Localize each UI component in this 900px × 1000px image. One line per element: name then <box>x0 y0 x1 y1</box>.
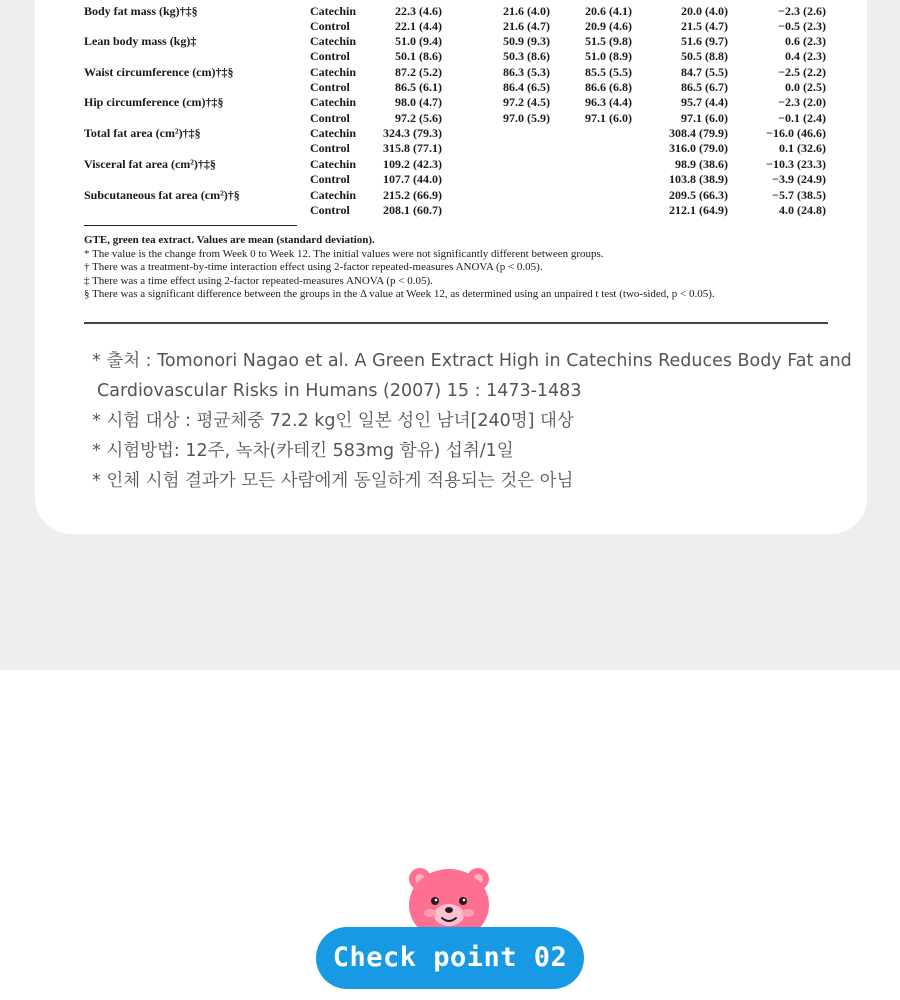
study-notes <box>92 346 852 496</box>
table-cell: 20.0 (4.0) <box>681 4 728 18</box>
method-note: * 시험방법: 12주, 녹차(카테킨 583mg 함유) 섭취/1일 <box>92 441 514 461</box>
table-cell: 215.2 (66.9) <box>383 188 442 202</box>
row-label: Lean body mass (kg)‡ <box>84 34 197 48</box>
table-footnotes <box>84 234 830 302</box>
table-cell: 98.0 (4.7) <box>395 95 442 109</box>
group-cell: Catechin <box>310 4 356 18</box>
table-row <box>84 65 828 80</box>
table-cell: 22.1 (4.4) <box>395 19 442 33</box>
group-cell: Catechin <box>310 34 356 48</box>
checkpoint-badge <box>316 927 584 989</box>
group-cell: Control <box>310 203 350 217</box>
table-cell: 97.2 (5.6) <box>395 111 442 125</box>
table-cell: 50.1 (8.6) <box>395 49 442 63</box>
table-cell: 86.5 (6.1) <box>395 80 442 94</box>
table-cell: 103.8 (38.9) <box>669 172 728 186</box>
table-divider <box>84 225 297 226</box>
table-cell: 0.6 (2.3) <box>785 34 826 48</box>
source-note: * 출처 : Tomonori Nagao et al. A Green Extract High in Catechins Reduces Body Fat and <box>92 351 852 371</box>
table-row <box>84 80 828 95</box>
table-row <box>84 126 828 141</box>
table-row <box>84 203 828 218</box>
table-cell: −2.3 (2.6) <box>778 4 826 18</box>
table-cell: 86.6 (6.8) <box>585 80 632 94</box>
table-cell: 97.1 (6.0) <box>585 111 632 125</box>
table-cell: 51.5 (9.8) <box>585 34 632 48</box>
table-row <box>84 111 828 126</box>
table-row <box>84 95 828 110</box>
table-cell: 308.4 (79.9) <box>669 126 728 140</box>
row-label: Visceral fat area (cm²)†‡§ <box>84 157 216 171</box>
table-cell: −10.3 (23.3) <box>766 157 826 171</box>
group-cell: Control <box>310 141 350 155</box>
group-cell: Catechin <box>310 157 356 171</box>
table-row <box>84 157 828 172</box>
table-cell: 20.9 (4.6) <box>585 19 632 33</box>
group-cell: Control <box>310 111 350 125</box>
table-cell: 0.0 (2.5) <box>785 80 826 94</box>
group-cell: Control <box>310 172 350 186</box>
footnote-asterisk: * The value is the change from Week 0 to Week 12. The initial values were not significantly different between groups. <box>84 247 604 260</box>
table-cell: 22.3 (4.6) <box>395 4 442 18</box>
row-label: Total fat area (cm²)†‡§ <box>84 126 201 140</box>
table-cell: 20.6 (4.1) <box>585 4 632 18</box>
table-cell: 97.2 (4.5) <box>503 95 550 109</box>
table-cell: −2.5 (2.2) <box>778 65 826 79</box>
table-cell: −0.1 (2.4) <box>778 111 826 125</box>
table-cell: 98.9 (38.6) <box>675 157 728 171</box>
table-cell: 97.1 (6.0) <box>681 111 728 125</box>
row-label: Body fat mass (kg)†‡§ <box>84 4 198 18</box>
table-row <box>84 141 828 156</box>
table-cell: 21.5 (4.7) <box>681 19 728 33</box>
group-cell: Catechin <box>310 188 356 202</box>
table-cell: 50.9 (9.3) <box>503 34 550 48</box>
table-cell: 21.6 (4.0) <box>503 4 550 18</box>
table-cell: 50.3 (8.6) <box>503 49 550 63</box>
checkpoint-label: Check point 02 <box>332 942 568 973</box>
table-cell: 4.0 (24.8) <box>779 203 826 217</box>
table-cell: 86.3 (5.3) <box>503 65 550 79</box>
table-cell: −0.5 (2.3) <box>778 19 826 33</box>
subjects-note: * 시험 대상 : 평균체중 72.2 kg인 일본 성인 남녀[240명] 대상 <box>92 411 574 431</box>
table-cell: −5.7 (38.5) <box>772 188 826 202</box>
table-cell: 324.3 (79.3) <box>383 126 442 140</box>
table-row <box>84 34 828 49</box>
table-cell: 212.1 (64.9) <box>669 203 728 217</box>
source-note-continued: Cardiovascular Risks in Humans (2007) 15 : 1473-1483 <box>97 381 582 401</box>
group-cell: Control <box>310 80 350 94</box>
table-cell: −2.3 (2.0) <box>778 95 826 109</box>
table-cell: 86.4 (6.5) <box>503 80 550 94</box>
row-label: Waist circumference (cm)†‡§ <box>84 65 234 79</box>
table-cell: 51.0 (8.9) <box>585 49 632 63</box>
table-cell: 316.0 (79.0) <box>669 141 728 155</box>
table-bottom-rule <box>84 322 828 324</box>
footnote-section: § There was a significant difference between the groups in the Δ value at Week 12, as determined using an unpaired t test (two-sided, p < 0.05). <box>84 288 715 300</box>
table-cell: 0.4 (2.3) <box>785 49 826 63</box>
group-cell: Control <box>310 49 350 63</box>
table-cell: 0.1 (32.6) <box>779 141 826 155</box>
table-row <box>84 188 828 203</box>
group-cell: Catechin <box>310 95 356 109</box>
table-cell: 109.2 (42.3) <box>383 157 442 171</box>
table-cell: 97.0 (5.9) <box>503 111 550 125</box>
table-cell: 50.5 (8.8) <box>681 49 728 63</box>
row-label: Subcutaneous fat area (cm²)†§ <box>84 188 240 202</box>
table-cell: 95.7 (4.4) <box>681 95 728 109</box>
table-cell: 315.8 (77.1) <box>383 141 442 155</box>
table-cell: 86.5 (6.7) <box>681 80 728 94</box>
table-row <box>84 172 828 187</box>
table-cell: 208.1 (60.7) <box>383 203 442 217</box>
footnote-dagger: † There was a treatment-by-time interaction effect using 2-factor repeated-measures ANOVA (p < 0.05). <box>84 261 543 273</box>
group-cell: Control <box>310 19 350 33</box>
disclaimer-note: * 인체 시험 결과가 모든 사람에게 동일하게 적용되는 것은 아님 <box>92 471 574 491</box>
table-cell: 21.6 (4.7) <box>503 19 550 33</box>
table-cell: 51.0 (9.4) <box>395 34 442 48</box>
table-cell: −3.9 (24.9) <box>772 172 826 186</box>
table-row <box>84 49 828 64</box>
table-cell: 51.6 (9.7) <box>681 34 728 48</box>
table-row <box>84 4 828 19</box>
footnote-double-dagger: ‡ There was a time effect using 2-factor repeated-measures ANOVA (p < 0.05). <box>84 274 433 287</box>
table-cell: 85.5 (5.5) <box>585 65 632 79</box>
table-cell: 96.3 (4.4) <box>585 95 632 109</box>
row-label: Hip circumference (cm)†‡§ <box>84 95 224 109</box>
group-cell: Catechin <box>310 126 356 140</box>
table-cell: 84.7 (5.5) <box>681 65 728 79</box>
table-row <box>84 19 828 34</box>
group-cell: Catechin <box>310 65 356 79</box>
footnote-abbrev: GTE, green tea extract. Values are mean (standard deviation). <box>84 234 375 246</box>
table-cell: −16.0 (46.6) <box>766 126 826 140</box>
table-cell: 209.5 (66.3) <box>669 188 728 202</box>
table-cell: 107.7 (44.0) <box>383 172 442 186</box>
table-cell: 87.2 (5.2) <box>395 65 442 79</box>
